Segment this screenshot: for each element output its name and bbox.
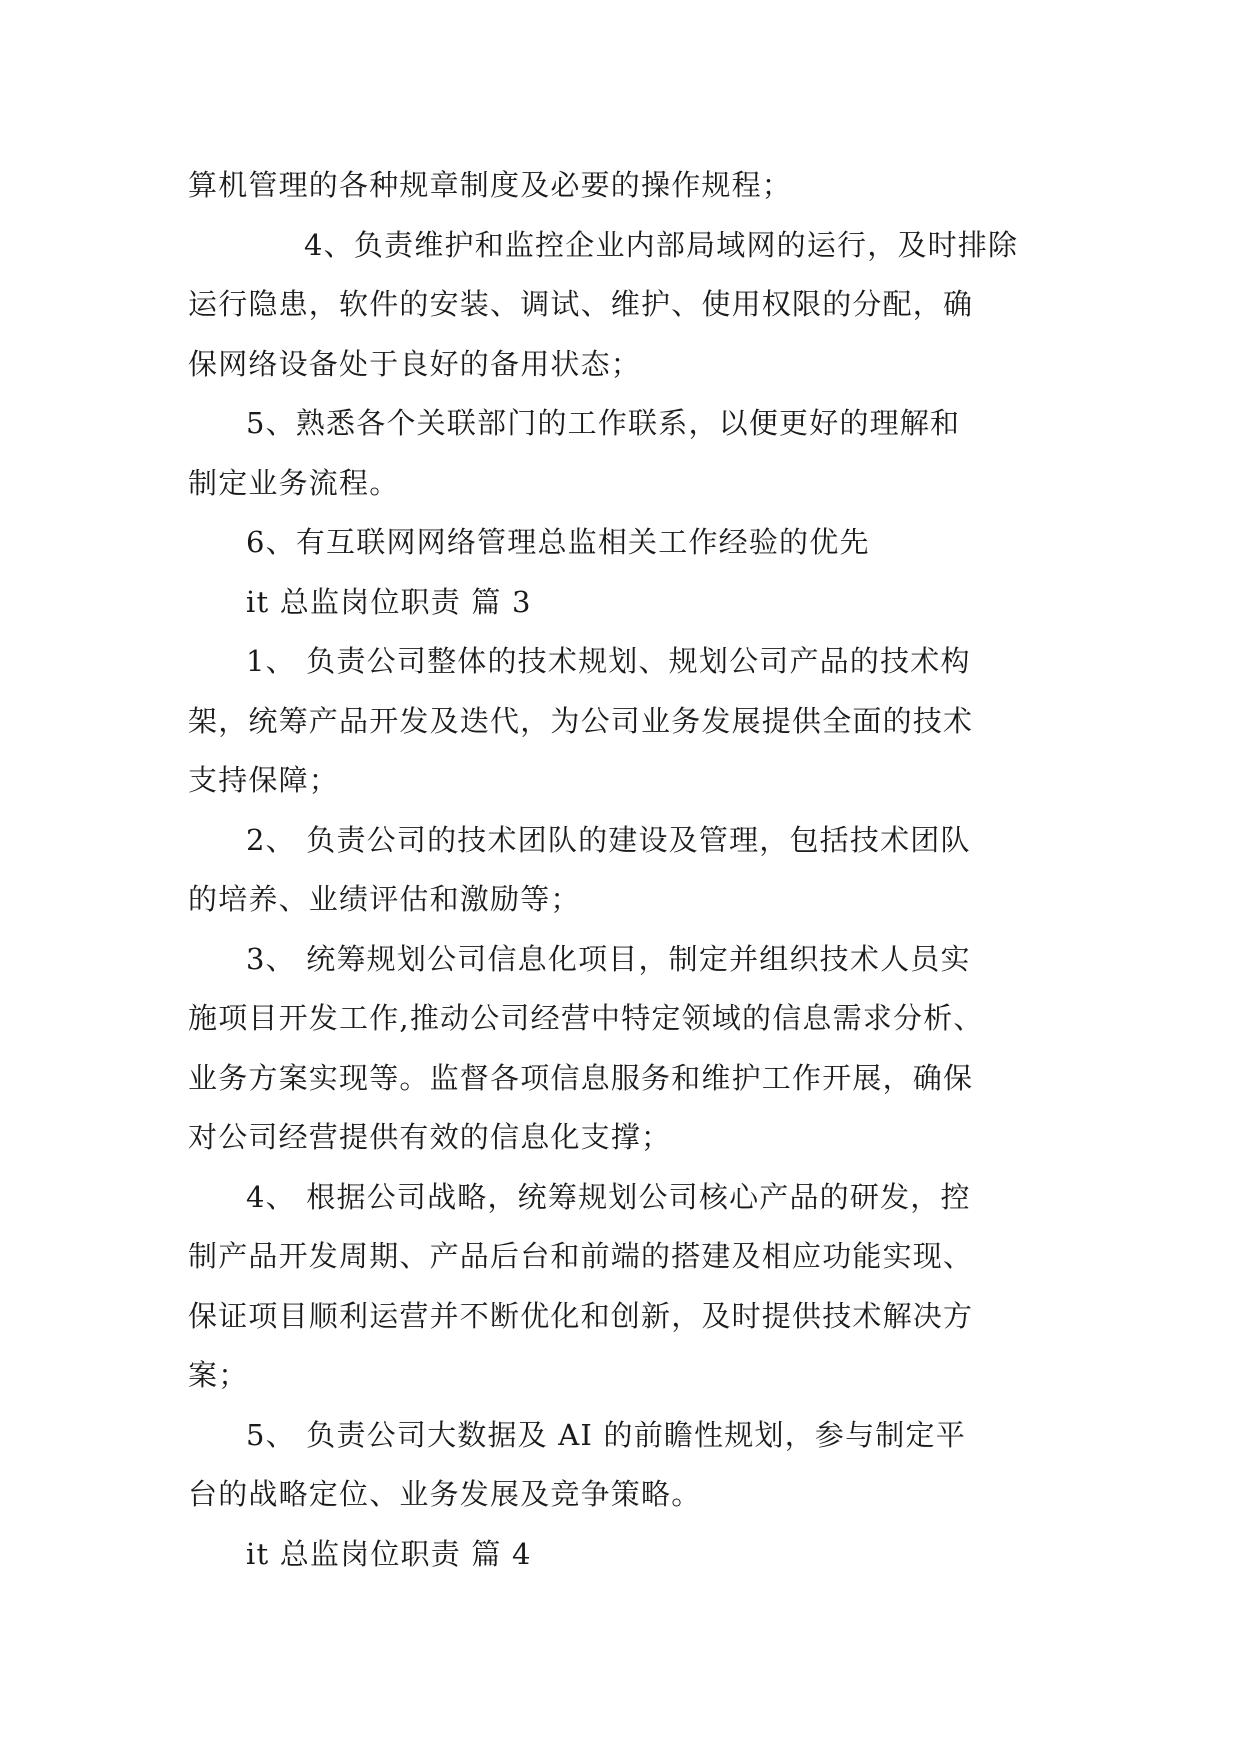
text-line: 案；: [188, 1358, 249, 1392]
text-line: 1、 负责公司整体的技术规划、规划公司产品的技术构: [246, 644, 971, 678]
text-line: 的培养、业绩评估和激励等；: [188, 882, 581, 916]
text-line: 架，统筹产品开发及迭代，为公司业务发展提供全面的技术: [188, 703, 974, 738]
text-line: 算机管理的各种规章制度及必要的操作规程；: [188, 168, 793, 202]
text-line: 对公司经营提供有效的信息化支撑；: [188, 1120, 672, 1154]
text-line: 运行隐患，软件的安装、调试、维护、使用权限的分配，确: [188, 287, 974, 321]
text-line: 5、 负责公司大数据及 AI 的前瞻性规划，参与制定平: [246, 1417, 966, 1452]
section-heading: it 总监岗位职责 篇 4: [246, 1536, 532, 1571]
document-body: [188, 156, 1058, 1584]
text-line: 保网络设备处于良好的备用状态；: [188, 346, 642, 381]
text-line: 制产品开发周期、产品后台和前端的搭建及相应功能实现、: [188, 1239, 974, 1273]
text-line: 6、有互联网网络管理总监相关工作经验的优先: [246, 525, 870, 559]
text-line: 3、 统筹规划公司信息化项目，制定并组织技术人员实: [246, 941, 971, 976]
section-heading: it 总监岗位职责 篇 3: [246, 584, 532, 619]
text-line: 保证项目顺利运营并不断优化和创新，及时提供技术解决方: [188, 1298, 974, 1333]
text-line: 2、 负责公司的技术团队的建设及管理，包括技术团队: [246, 822, 971, 857]
text-line: 5、熟悉各个关联部门的工作联系，以便更好的理解和: [246, 406, 961, 440]
text-line: 4、 根据公司战略，统筹规划公司核心产品的研发，控: [246, 1179, 971, 1214]
text-line: 台的战略定位、业务发展及竞争策略。: [188, 1477, 702, 1511]
text-line: 制定业务流程。: [188, 465, 400, 500]
text-line: 支持保障；: [188, 763, 340, 797]
text-line: 施项目开发工作,推动公司经营中特定领域的信息需求分析、: [188, 1001, 984, 1035]
text-line: 业务方案实现等。监督各项信息服务和维护工作开展，确保: [188, 1060, 974, 1095]
text-line: 4、负责维护和监控企业内部局域网的运行，及时排除: [304, 227, 1019, 262]
